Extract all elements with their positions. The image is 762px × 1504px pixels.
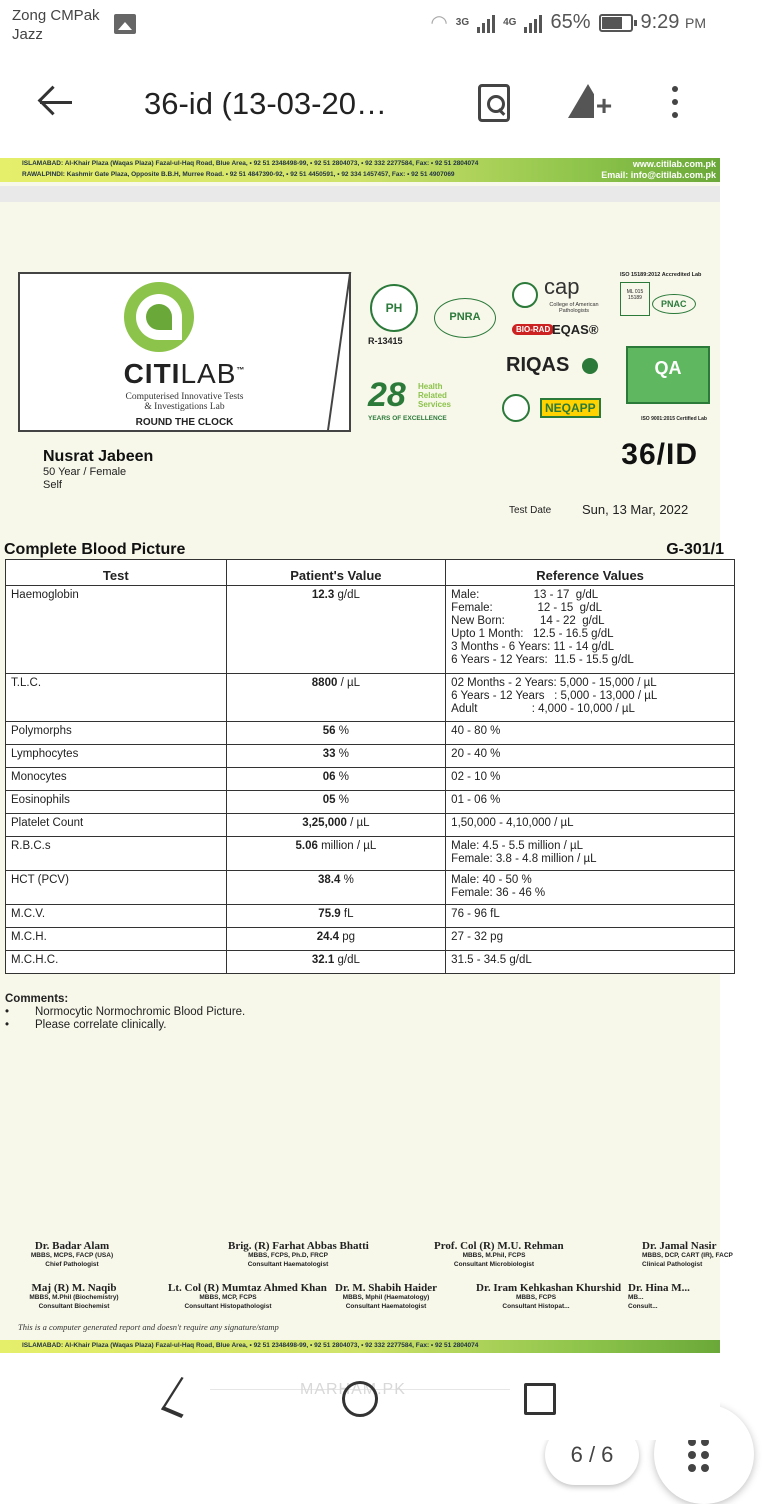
doctor-qual: MBBS, DCP, CART (IR), FACP — [642, 1252, 733, 1259]
patient-value: 3,25,000 — [302, 817, 347, 829]
patient-value: 38.4 — [317, 874, 341, 886]
column-header-value: Patient's Value — [226, 560, 446, 586]
patient-value: 8800 — [311, 677, 338, 689]
doctor-signature — [476, 1282, 622, 1311]
brand-name — [20, 358, 349, 390]
test-date-label: Test Date — [509, 505, 552, 516]
iso-15189-label: ISO 15189:2012 Accredited Lab — [620, 272, 702, 278]
patient-value-unit: / µL — [350, 817, 370, 829]
column-header-reference: Reference Values — [446, 560, 735, 586]
round-the-clock-label: ROUND THE CLOCK — [135, 417, 234, 428]
patient-value-cell — [226, 586, 446, 674]
riqas-logo: RIQAS — [506, 354, 570, 376]
patient-value: 12.3 — [311, 589, 335, 601]
status-bar — [0, 0, 720, 50]
reference-cell — [446, 871, 735, 905]
doctor-name: Dr. Badar Alam — [34, 1240, 110, 1252]
reference-line: Female: 3.8 - 4.8 million / µL — [451, 853, 597, 865]
doctor-signature — [12, 1242, 132, 1269]
doctor-signature — [228, 1240, 369, 1269]
test-name-cell: Platelet Count — [6, 814, 227, 837]
table-row — [6, 745, 735, 768]
reference-line: Male: 4.5 - 5.5 million / µL — [451, 840, 584, 852]
table-row — [6, 837, 735, 871]
reference-line: Upto 1 Month: 12.5 - 16.5 g/dL — [451, 628, 614, 640]
qa-label: QA — [654, 358, 682, 378]
patient-value-unit: fL — [343, 908, 354, 920]
test-name-cell: Eosinophils — [6, 791, 227, 814]
patient-value-unit: % — [338, 794, 349, 806]
patient-value-cell — [226, 871, 446, 905]
system-nav-bar — [0, 1353, 720, 1440]
gallery-notification-icon — [114, 14, 136, 34]
report-id: 36/ID — [621, 438, 698, 471]
test-name-cell: Haemoglobin — [6, 586, 227, 674]
patient-value: 56 — [322, 725, 336, 737]
network-4g-label: 4G — [503, 17, 517, 28]
results-table-header — [6, 560, 735, 586]
comment-item: • Normocytic Normochromic Blood Picture. — [5, 1006, 245, 1019]
reference-cell — [446, 814, 735, 837]
page-indicator: 6 / 6 — [545, 1425, 639, 1485]
brand-bold: CITI — [123, 358, 181, 389]
test-name-cell: M.C.V. — [6, 905, 227, 928]
biorad-logo: BIO-RAD — [512, 324, 554, 335]
reference-line: Male: 40 - 50 % — [451, 874, 532, 886]
doctor-signature — [14, 1284, 134, 1311]
pmdc-number: R-13415 — [368, 336, 403, 346]
iso-9001-label: ISO 9001:2015 Certified Lab — [641, 416, 707, 422]
test-name-cell: Monocytes — [6, 768, 227, 791]
eqas-logo: EQAS® — [552, 322, 599, 337]
email-label: Email: info@citilab.com.pk — [601, 170, 716, 180]
table-row — [6, 674, 735, 722]
patient-value-cell — [226, 791, 446, 814]
signal-icon-2 — [524, 13, 542, 33]
reference-line: 6 Years - 12 Years : 5,000 - 13,000 / µL — [451, 690, 658, 702]
patient-value: 24.4 — [316, 931, 340, 943]
test-name-cell: M.C.H. — [6, 928, 227, 951]
back-arrow-icon[interactable] — [36, 82, 76, 122]
patient-value-cell — [226, 837, 446, 871]
patient-info — [43, 448, 153, 492]
patient-value: 32.1 — [311, 954, 335, 966]
doctor-name: Dr. Jamal Nasir — [642, 1240, 717, 1252]
qa-uras-badge — [626, 346, 710, 404]
reference-cell — [446, 837, 735, 871]
clock-time: 9:29 — [640, 11, 680, 33]
table-row — [6, 586, 735, 674]
doctor-name: Prof. Col (R) M.U. Rehman — [434, 1240, 564, 1252]
doctor-name: Lt. Col (R) Mumtaz Ahmed Khan — [168, 1282, 327, 1294]
citilab-leaf-logo-icon — [124, 282, 194, 352]
doctor-role: Consultant Histopat... — [502, 1303, 570, 1310]
nav-home-icon[interactable] — [342, 1381, 378, 1417]
government-seal-icon — [502, 394, 530, 422]
doctor-qual: MBBS, MCP, FCPS — [199, 1294, 257, 1301]
test-name-cell: HCT (PCV) — [6, 871, 227, 905]
pmdc-seal-icon: PH — [370, 284, 418, 332]
doctor-role: Consultant Histopathologist — [184, 1303, 272, 1310]
neqapp-logo: NEQAPP — [540, 398, 601, 418]
doctor-role: Clinical Pathologist — [642, 1261, 703, 1268]
patient-value-cell — [226, 814, 446, 837]
patient-value: 5.06 — [295, 840, 318, 852]
patient-value-unit: pg — [342, 931, 356, 943]
reference-line: 27 - 32 pg — [451, 931, 503, 943]
doctor-role: Consult... — [628, 1303, 658, 1310]
carrier-primary: Zong CMPak — [12, 7, 100, 24]
brand-tagline — [20, 392, 349, 412]
patient-age-sex: 50 Year / Female — [43, 466, 127, 478]
address-footer-band — [0, 158, 720, 182]
column-header-test: Test — [6, 560, 227, 586]
reference-line: New Born: 14 - 22 g/dL — [451, 615, 605, 627]
doctor-qual: MBBS, FCPS — [515, 1294, 557, 1301]
reference-cell — [446, 905, 735, 928]
reference-line: 20 - 40 % — [451, 748, 501, 760]
patient-value-unit: % — [338, 748, 349, 760]
test-name-cell: Polymorphs — [6, 722, 227, 745]
tagline-line2: & Investigations Lab — [144, 402, 225, 412]
pnra-logo: PNRA — [434, 298, 496, 338]
table-row — [6, 951, 735, 974]
wifi-icon: ◠ — [430, 12, 448, 34]
table-row — [6, 768, 735, 791]
app-bar — [0, 50, 720, 158]
tagline-line1: Computerised Innovative Tests — [125, 392, 244, 402]
document-title: 36-id (13-03-20… — [144, 86, 387, 121]
patient-value: 33 — [322, 748, 336, 760]
patient-value-cell — [226, 928, 446, 951]
section-title: Complete Blood Picture — [4, 541, 186, 558]
doctor-qual: MBBS, M.Phil (Biochemistry) — [29, 1294, 119, 1301]
patient-value-unit: g/dL — [337, 589, 360, 601]
reference-cell — [446, 674, 735, 722]
patient-relation: Self — [43, 479, 62, 491]
reference-cell — [446, 768, 735, 791]
patient-value-unit: million / µL — [321, 840, 377, 852]
results-table — [5, 559, 735, 974]
reference-line: 02 - 10 % — [451, 771, 501, 783]
test-name-cell: Lymphocytes — [6, 745, 227, 768]
reference-cell — [446, 951, 735, 974]
patient-name: Nusrat Jabeen — [43, 448, 154, 465]
test-date-value: Sun, 13 Mar, 2022 — [582, 502, 689, 517]
patient-value-cell — [226, 745, 446, 768]
test-name-cell: M.C.H.C. — [6, 951, 227, 974]
doctor-name: Dr. Hina M... — [628, 1282, 690, 1294]
accreditation-badges — [312, 272, 722, 432]
reference-line: 76 - 96 fL — [451, 908, 500, 920]
years-badge-number: 28 — [368, 376, 406, 414]
doctor-qual: MB... — [628, 1294, 644, 1301]
doctor-signature — [642, 1242, 762, 1269]
reference-line: 3 Months - 6 Years: 11 - 14 g/dL — [451, 641, 614, 653]
doctor-qual: MBBS, M.Phil, FCPS — [462, 1252, 526, 1259]
doctor-role: Consultant Biochemist — [38, 1303, 110, 1310]
comments-label: Comments: — [5, 993, 69, 1005]
brand-trademark: ™ — [236, 365, 246, 375]
doctor-role: Consultant Microbiologist — [453, 1261, 535, 1268]
watermark-text: MARHAM.PK — [300, 1381, 406, 1398]
patient-value-cell — [226, 768, 446, 791]
pnac-logo: PNAC — [652, 294, 696, 314]
reference-line: 40 - 80 % — [451, 725, 501, 737]
patient-value-unit: % — [338, 725, 349, 737]
doctor-name: Dr. Iram Kehkashan Khurshid — [476, 1282, 622, 1294]
reference-line: 01 - 06 % — [451, 794, 501, 806]
patient-value-unit: / µL — [340, 677, 360, 689]
comments-section — [5, 993, 245, 1032]
patient-value-unit: % — [343, 874, 354, 886]
reference-line: Female: 12 - 15 g/dL — [451, 602, 603, 614]
reference-line: 1,50,000 - 4,10,000 / µL — [451, 817, 574, 829]
more-options-icon[interactable] — [668, 86, 682, 126]
cap-seal-icon — [512, 282, 538, 308]
previous-page-bottom — [0, 158, 720, 186]
patient-value-unit: % — [338, 771, 349, 783]
carrier-secondary: Jazz — [12, 26, 43, 43]
doctor-qual: MBBS, FCPS, Ph.D, FRCP — [248, 1252, 328, 1259]
disclaimer-text: This is a computer generated report and doesn't require any signature/stamp — [18, 1322, 279, 1332]
table-row — [6, 871, 735, 905]
test-name-cell: T.L.C. — [6, 674, 227, 722]
patient-value-unit: g/dL — [337, 954, 360, 966]
grid-icon — [688, 1438, 718, 1468]
signal-icon — [477, 13, 495, 33]
patient-value-cell — [226, 951, 446, 974]
battery-percent: 65% — [550, 11, 591, 33]
reference-cell — [446, 928, 735, 951]
reference-line: 02 Months - 2 Years: 5,000 - 15,000 / µL — [451, 677, 657, 689]
cap-logo: cap — [544, 274, 580, 299]
comment-item: • Please correlate clinically. — [5, 1019, 245, 1032]
reference-line: 31.5 - 34.5 g/dL — [451, 954, 532, 966]
report-page — [0, 202, 733, 1357]
clock-ampm: PM — [685, 15, 706, 31]
address-rawalpindi: RAWALPINDI: Kashmir Gate Plaza, Opposite B.B.H, Murree Road. • 92 51 4847390-92, • 92 51 4450591, • 92 334 1457457, Fax: • 92 51 4907069 — [22, 171, 455, 178]
doctor-qual: MBBS, MCPS, FACP (USA) — [30, 1252, 114, 1259]
patient-value: 05 — [322, 794, 336, 806]
doctor-role: Consultant Haematologist — [247, 1261, 329, 1268]
nav-recents-icon[interactable] — [524, 1383, 556, 1415]
doctor-role: Consultant Haematologist — [345, 1303, 427, 1310]
battery-icon — [599, 14, 633, 32]
patient-value-cell — [226, 674, 446, 722]
doctor-name: Brig. (R) Farhat Abbas Bhatti — [228, 1240, 369, 1252]
table-row — [6, 928, 735, 951]
section-code: G-301/1 — [666, 541, 724, 558]
table-row — [6, 905, 735, 928]
test-name-cell: R.B.C.s — [6, 837, 227, 871]
contact-web — [601, 159, 716, 181]
doctor-signature — [168, 1282, 327, 1311]
reference-line: Female: 36 - 46 % — [451, 887, 546, 899]
table-row — [6, 791, 735, 814]
network-3g-label: 3G — [455, 17, 470, 28]
doctor-role: Chief Pathologist — [45, 1261, 99, 1268]
reference-line: Adult : 4,000 - 10,000 / µL — [451, 703, 635, 715]
cap-subtitle: College of American Pathologists — [549, 302, 599, 314]
citilab-logo-box — [18, 272, 351, 432]
patient-value-cell — [226, 905, 446, 928]
reference-cell — [446, 586, 735, 674]
add-to-drive-icon[interactable] — [568, 84, 612, 124]
doctor-name: Dr. M. Shabih Haider — [335, 1282, 437, 1294]
address-islamabad-bottom: ISLAMABAD: Al-Khair Plaza (Waqas Plaza) Fazal-ul-Haq Road, Blue Area, • 92 51 2348498-99, • 92 51 2804073, • 92 332 2277584, Fax: • 92 51 2804074 — [22, 1342, 479, 1349]
patient-value: 06 — [322, 771, 336, 783]
table-row — [6, 722, 735, 745]
reference-line: Male: 13 - 17 g/dL — [451, 589, 599, 601]
address-islamabad: ISLAMABAD: Al-Khair Plaza (Waqas Plaza) Fazal-ul-Haq Road, Blue Area, • 92 51 2348498-99, • 92 51 2804073, • 92 332 2277584, Fax: • 92 51 2804074 — [22, 160, 479, 167]
reference-line: 6 Years - 12 Years: 11.5 - 15.5 g/dL — [451, 654, 634, 666]
reference-cell — [446, 745, 735, 768]
website-label: www.citilab.com.pk — [632, 159, 716, 169]
patient-value-cell — [226, 722, 446, 745]
doctor-signature — [628, 1284, 748, 1311]
doctor-signature — [434, 1240, 564, 1269]
years-badge-subtitle: YEARS OF EXCELLENCE — [368, 415, 447, 422]
table-row — [6, 814, 735, 837]
doctor-signature — [326, 1284, 446, 1311]
patient-value: 75.9 — [318, 908, 341, 920]
nav-back-icon[interactable] — [165, 1381, 195, 1415]
doctor-qual: MBBS, Mphil (Haematology) — [342, 1294, 430, 1301]
reference-cell — [446, 791, 735, 814]
brand-light: LAB — [180, 358, 237, 389]
years-badge-text: Health Related Services — [418, 382, 451, 409]
status-indicators — [430, 10, 706, 35]
iso-ml-number: ML 015 15189 — [620, 282, 650, 316]
carrier-label — [12, 6, 100, 44]
clock — [641, 11, 707, 34]
doctor-name: Maj (R) M. Naqib — [31, 1282, 117, 1294]
reference-cell — [446, 722, 735, 745]
find-in-document-icon[interactable] — [478, 84, 510, 122]
riqas-globe-icon — [582, 358, 598, 374]
